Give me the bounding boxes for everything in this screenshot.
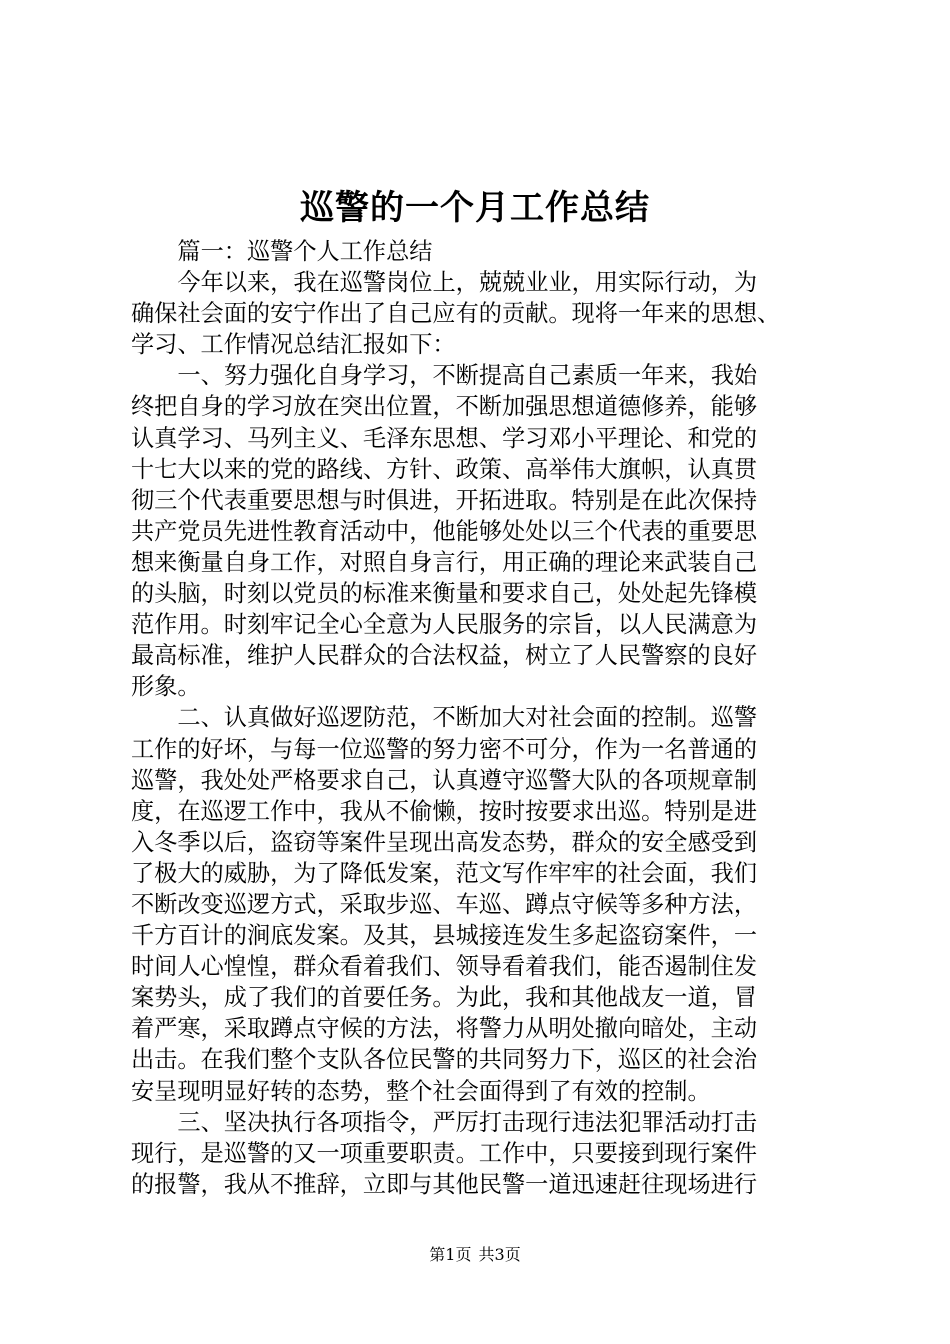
text-line: 千方百计的涧底发案。及其，县城接连发生多起盗窃案件，一 — [131, 922, 758, 950]
text-line: 学习、工作情况总结汇报如下： — [131, 331, 456, 359]
text-line: 今年以来，我在巡警岗位上，兢兢业业，用实际行动，为 — [177, 269, 758, 297]
text-line: 共产党员先进性教育活动中，他能够处处以三个代表的重要思 — [131, 517, 758, 545]
text-line: 巡警，我处处严格要求自己，认真遵守巡警大队的各项规章制 — [131, 766, 758, 794]
text-line: 最高标准，维护人民群众的合法权益，树立了人民警察的良好 — [131, 642, 758, 670]
text-line: 二、认真做好巡逻防范，不断加大对社会面的控制。巡警 — [177, 704, 758, 732]
text-line: 出击。在我们整个支队各位民警的共同努力下，巡区的社会治 — [131, 1046, 758, 1074]
paragraph — [131, 236, 827, 267]
text-line: 的头脑，时刻以党员的标准来衡量和要求自己，处处起先锋模 — [131, 580, 758, 608]
text-line: 安呈现明显好转的态势，整个社会面得到了有效的控制。 — [131, 1077, 711, 1105]
paragraph — [131, 1107, 827, 1200]
page-footer: 第1页 共3页 — [429, 1245, 521, 1264]
text-line: 不断改变巡逻方式，采取步巡、车巡、蹲点守候等多种方法， — [131, 890, 758, 918]
text-line: 想来衡量自身工作，对照自身言行，用正确的理论来武装自己 — [131, 548, 758, 576]
text-line: 了极大的威胁，为了降低发案，范文写作牢牢的社会面，我们 — [131, 859, 758, 887]
text-line: 度，在巡逻工作中，我从不偷懒，按时按要求出巡。特别是进 — [131, 797, 758, 825]
text-line: 彻三个代表重要思想与时俱进，开拓进取。特别是在此次保持 — [131, 486, 758, 514]
text-line: 时间人心惶惶，群众看着我们、领导看着我们，能否遏制住发 — [131, 953, 758, 981]
text-line: 终把自身的学习放在突出位置，不断加强思想道德修养，能够 — [131, 393, 758, 421]
text-line: 篇一：巡警个人工作总结 — [177, 238, 433, 265]
text-line: 一、努力强化自身学习，不断提高自己素质一年来，我始 — [177, 362, 758, 390]
paragraph — [131, 267, 827, 360]
text-line: 认真学习、马列主义、毛泽东思想、学习邓小平理论、和党的 — [131, 424, 758, 452]
text-line: 的报警，我从不推辞，立即与其他民警一道迅速赶往现场进行 — [131, 1170, 758, 1198]
text-line: 范作用。时刻牢记全心全意为人民服务的宗旨，以人民满意为 — [131, 611, 758, 639]
paragraph — [131, 360, 827, 702]
text-line: 入冬季以后，盗窃等案件呈现出高发态势，群众的安全感受到 — [131, 828, 758, 856]
document-title: 巡警的一个月工作总结 — [300, 188, 650, 228]
document-body — [131, 236, 827, 1200]
text-line: 现行，是巡警的又一项重要职责。工作中，只要接到现行案件 — [131, 1139, 758, 1167]
text-line: 确保社会面的安宁作出了自己应有的贡献。现将一年来的思想、 — [131, 300, 781, 328]
paragraph — [131, 702, 827, 1106]
text-line: 形象。 — [131, 673, 201, 701]
text-line: 案势头，成了我们的首要任务。为此，我和其他战友一道，冒 — [131, 984, 758, 1012]
text-line: 十七大以来的党的路线、方针、政策、高举伟大旗帜，认真贯 — [131, 455, 758, 483]
text-line: 工作的好坏，与每一位巡警的努力密不可分，作为一名普通的 — [131, 735, 758, 763]
text-line: 着严寒，采取蹲点守候的方法，将警力从明处撤向暗处，主动 — [131, 1015, 758, 1043]
text-line: 三、坚决执行各项指令，严厉打击现行违法犯罪活动打击 — [177, 1108, 758, 1136]
